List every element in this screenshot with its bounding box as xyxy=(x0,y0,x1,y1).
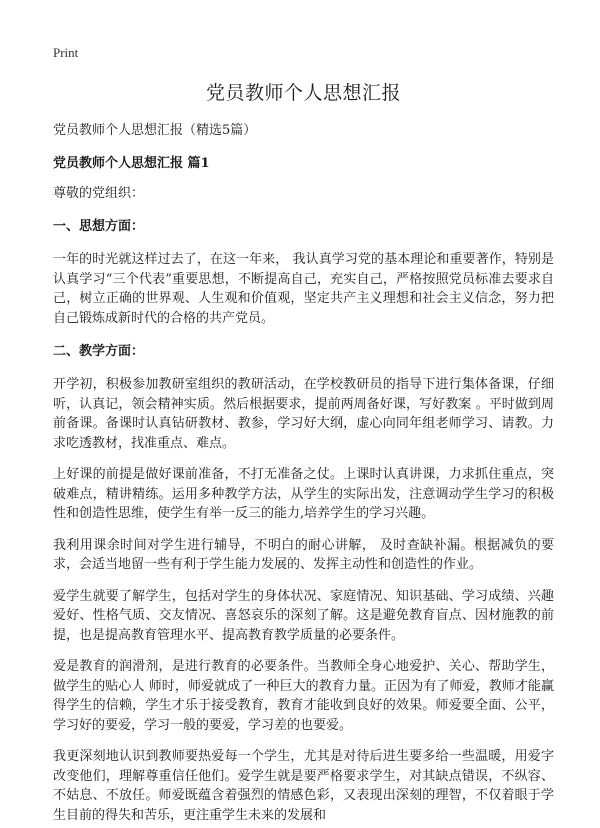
paragraph: 一年的时光就这样过去了，在这一年来， 我认真学习党的基本理论和重要著作，特别是认真学习“三个代表”重要思想，不断提高自己，充实自己，严格按照党员标准去要求自己，树立正确的世界观、人生观和价值观，坚定共产主义理想和社会主义信念，努力把自己锻炼成新时代的合格的共产党员。 xyxy=(53,252,554,326)
section-heading-thought: 一、思想方面： xyxy=(53,219,145,234)
paragraph: 爱学生就要了解学生，包括对学生的身体状况、家庭情况、知识基础、学习成绩、兴趣爱好、性格气质、交友情况、喜怒哀乐的深刻了解。这是避免教育盲点、因材施教的前提，也是提高教育管理水平、提高教育教学质量的必要条件。 xyxy=(53,588,554,643)
document-subtitle: 党员教师个人思想汇报（精选5篇） xyxy=(53,123,257,138)
salutation: 尊敬的党组织： xyxy=(53,186,145,201)
article-heading: 党员教师个人思想汇报 篇1 xyxy=(53,156,210,171)
document-title: 党员教师个人思想汇报 xyxy=(205,82,401,104)
paragraph: 我更深刻地认识到教师要热爱每一个学生，尤其是对待后进生要多给一些温暖，用爱字改变他们，理解尊重信任他们。爱学生就是要严格要求学生，对其缺点错误，不纵容、不姑息、不放任。师爱既蕴含着强烈的情感色彩，又表现出深刻的理智，不仅着眼于学生目前的得失和苦乐，更注重学生未来的发展和 xyxy=(53,749,554,823)
paragraph: 爱是教育的润滑剂，是进行教育的必要条件。当教师全身心地爱护、关心、帮助学生，做学生的贴心人 师时，师爱就成了一种巨大的教育力量。正因为有了师爱，教师才能赢得学生的信赖，学生才乐于接受教育，教育才能收到良好的效果。师爱要全面、公平，学习好的要爱，学习一般的要爱，学习差的也要爱。 xyxy=(53,659,554,733)
paragraph: 上好课的前提是做好课前准备，不打无准备之仗。上课时认真讲课，力求抓住重点，突破难点，精讲精练。运用多种教学方法，从学生的实际出发，注意调动学生学习的积极性和创造性思维，使学生有举一反三的能力,培养学生的学习兴趣。 xyxy=(53,467,554,521)
paragraph: 我利用课余时间对学生进行辅导，不明白的耐心讲解， 及时查缺补漏。根据减负的要求，会适当地留一些有利于学生能力发展的、发挥主动性和创造性的作业。 xyxy=(53,537,554,572)
section-heading-teaching: 二、教学方面： xyxy=(53,344,145,359)
paragraph: 开学初，积极参加教研室组织的教研活动，在学校教研员的指导下进行集体备课，仔细听，认真记，领会精神实质。然后根据要求，提前两周备好课，写好教案 。平时做到周前备课。备课时认真钻研教材、教参，学习好大纲，虚心向同年组老师学习、请教。力求吃透教材，找准重点、难点。 xyxy=(53,377,554,451)
print-label[interactable]: Print xyxy=(53,45,79,60)
